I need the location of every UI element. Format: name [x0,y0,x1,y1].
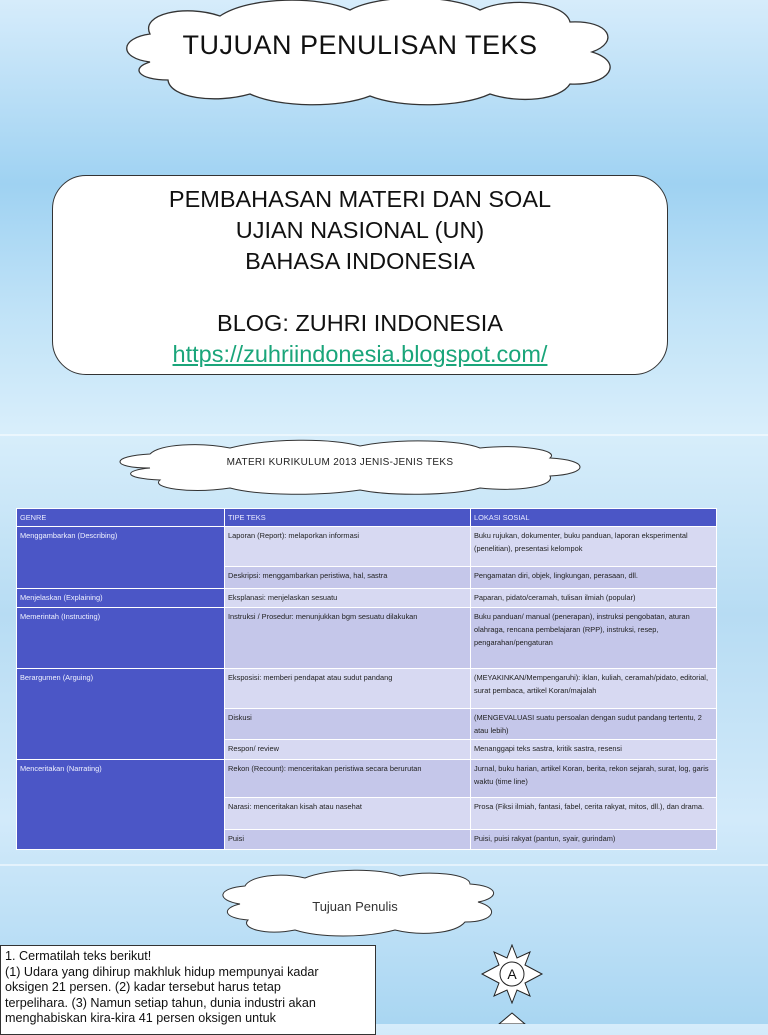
lokasi-cell: Prosa (Fiksi ilmiah, fantasi, fabel, cerita rakyat, mitos, dll.), dan drama. [471,798,717,830]
header-cell: GENRE [17,509,225,527]
triangle-icon [498,1012,526,1024]
slide-divider [0,434,768,436]
tipe-cell: Eksplanasi: menjelaskan sesuatu [225,589,471,608]
table-title: MATERI KURIKULUM 2013 JENIS-JENIS TEKS [226,457,454,468]
question-line: 1. Cermatilah teks berikut! [5,949,152,963]
tipe-cell: Diskusi [225,709,471,740]
blog-link[interactable]: https://zuhriindonesia.blogspot.com/ [172,341,548,367]
lokasi-cell: Paparan, pidato/ceramah, tulisan ilmiah (popular) [471,589,717,608]
genre-cell: Menceritakan (Narrating) [17,760,225,850]
tipe-cell: Rekon (Recount): menceritakan peristiwa secara berurutan [225,760,471,798]
table-row [17,527,717,567]
slide-divider [0,864,768,866]
header-cell: LOKASI SOSIAL [471,509,717,527]
question-line: oksigen 21 persen. (2) kadar tersebut harus tetap [5,980,281,994]
header-cell: TIPE TEKS [225,509,471,527]
question-line: (1) Udara yang dihirup makhluk hidup mempunyai kadar [5,964,319,979]
tipe-cell: Laporan (Report): melaporkan informasi [225,527,471,567]
question-line: menghabiskan kira-kira 41 persen oksigen untuk [5,1011,276,1025]
lokasi-cell: Puisi, puisi rakyat (pantun, syair, gurindam) [471,830,717,850]
tujuan-label: Tujuan Penulis [312,899,398,914]
info-line: PEMBAHASAN MATERI DAN SOAL [168,186,552,212]
slide-title: TUJUAN PENULISAN TEKS [182,30,538,60]
genre-cell: Menjelaskan (Explaining) [17,589,225,608]
lokasi-cell: Buku panduan/ manual (penerapan), instruksi pengobatan, aturan olahraga, rencana pembelajaran (RPP), instruksi, resep, pengarahan/pengaturan [471,608,717,669]
info-line: BAHASA INDONESIA [245,248,475,274]
table-row [17,669,717,709]
star-icon [480,944,544,1004]
tipe-cell: Deskripsi: menggambarkan peristiwa, hal, sastra [225,567,471,589]
tipe-cell: Narasi: menceritakan kisah atau nasehat [225,798,471,830]
table-header-row [17,509,717,527]
tipe-cell: Puisi [225,830,471,850]
question-line: terpelihara. (3) Namun setiap tahun, dunia industri akan [5,995,316,1010]
lokasi-cell: Buku rujukan, dokumenter, buku panduan, laporan eksperimental (penelitian), presentasi kelompok [471,527,717,567]
lokasi-cell: Jurnal, buku harian, artikel Koran, berita, rekon sejarah, surat, log, garis waktu (time line) [471,760,717,798]
table-row [17,760,717,798]
lokasi-cell: Pengamatan diri, objek, lingkungan, perasaan, dll. [471,567,717,589]
question-box [0,945,376,1035]
lokasi-cell: Menanggapi teks sastra, kritik sastra, resensi [471,740,717,760]
table-row [17,589,717,608]
tipe-cell: Eksposisi: memberi pendapat atau sudut pandang [225,669,471,709]
genre-cell: Memerintah (Instructing) [17,608,225,669]
table-row [17,608,717,669]
genre-table [16,508,717,850]
genre-cell: Berargumen (Arguing) [17,669,225,760]
tipe-cell: Respon/ review [225,740,471,760]
info-box [52,175,668,375]
blog-name: BLOG: ZUHRI INDONESIA [217,310,503,336]
star-label: A [507,966,517,982]
genre-cell: Menggambarkan (Describing) [17,527,225,589]
lokasi-cell: (MENGEVALUASI suatu persoalan dengan sudut pandang tertentu, 2 atau lebih) [471,709,717,740]
table-title-cloud [0,440,768,500]
lokasi-cell: (MEYAKINKAN/Mempengaruhi): iklan, kuliah, ceramah/pidato, editorial, surat pembaca, artikel Koran/majalah [471,669,717,709]
info-line: UJIAN NASIONAL (UN) [235,217,485,243]
tipe-cell: Instruksi / Prosedur: menunjukkan bgm sesuatu dilakukan [225,608,471,669]
